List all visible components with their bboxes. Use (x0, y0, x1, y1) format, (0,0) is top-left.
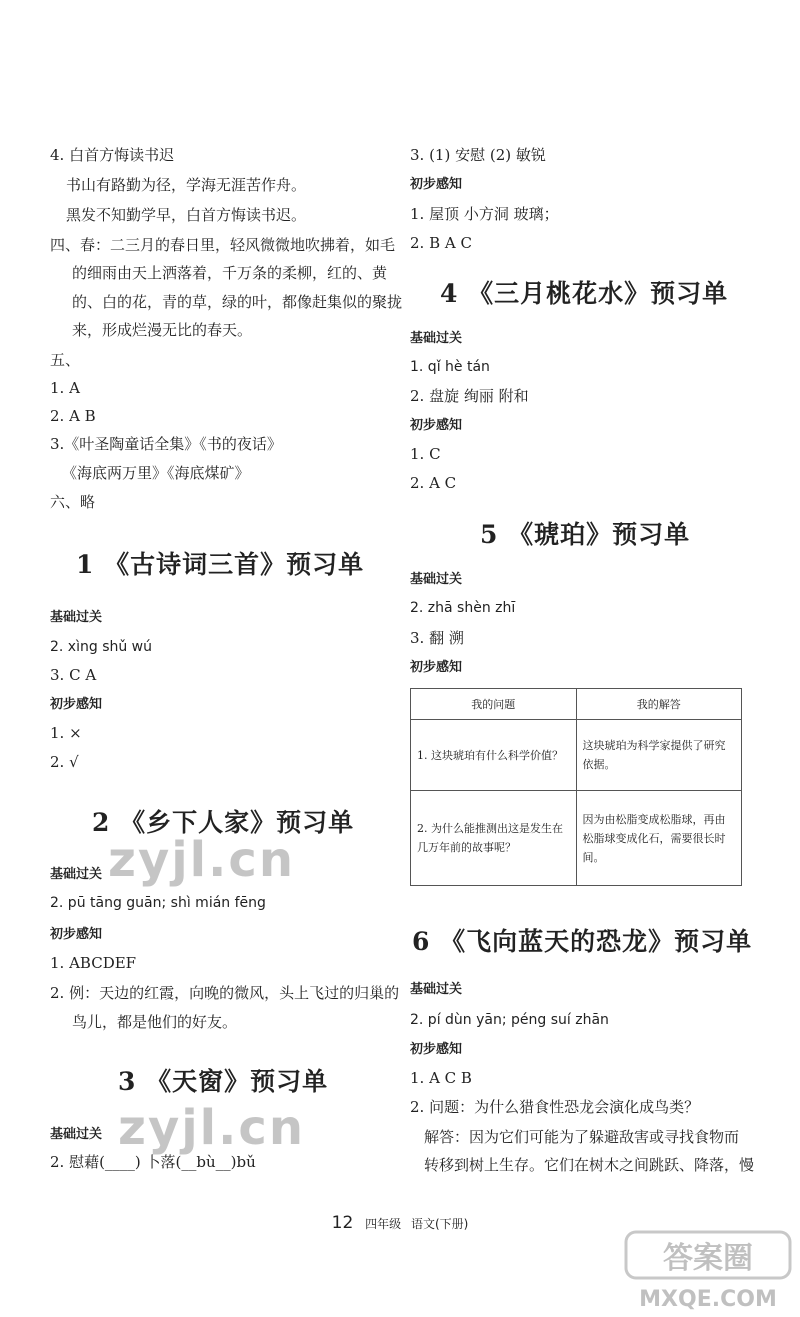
text-line: 4. 白首方悔读书迟 (50, 146, 175, 164)
text-line: 1. C (410, 445, 441, 463)
text-line: 1. 屋顶 小方洞 玻璃； (410, 205, 559, 223)
watermark: zyjl.cn (108, 832, 295, 888)
text-line: 3. 翻 溯 (410, 629, 464, 647)
text-line: 2. 例：天边的红霞，向晚的微风，头上飞过的归巢的 (50, 984, 400, 1002)
text-line: 2. A B (50, 407, 96, 425)
qa-table (410, 688, 742, 886)
text-line: 2. 问题：为什么猎食性恐龙会演化成鸟类？ (410, 1098, 700, 1116)
text-line: 的、白的花，青的草，绿的叶，都像赶集似的聚拢 (72, 293, 403, 311)
text-line: 2. A C (410, 474, 457, 492)
svg-text:答案圈: 答案圈 (663, 1241, 753, 1276)
text-line: 3.《叶圣陶童话全集》《书的夜话》 (50, 435, 282, 453)
section-heading: 2 《乡下人家》预习单 (92, 808, 355, 837)
text-line: 四、春：二三月的春日里，轻风微微地吹拂着，如毛 (50, 236, 396, 254)
table-header: 我的解答 (576, 689, 742, 720)
text-line: 转移到树上生存。它们在树木之间跳跃、降落，慢 (424, 1156, 755, 1174)
text-line: 2. 慰藉(____) 卜落(__bù__)bǔ (50, 1153, 256, 1171)
subheading: 基础过关 (410, 982, 463, 997)
text-line: 书山有路勤为径，学海无涯苦作舟。 (66, 176, 307, 194)
text-line: 1. qǐ hè tán (410, 359, 490, 375)
table-cell: 这块琥珀为科学家提供了研究依据。 (576, 720, 742, 791)
subheading: 基础过关 (50, 867, 103, 882)
section-heading: 3 《天窗》预习单 (118, 1067, 329, 1096)
text-line: 《海底两万里》《海底煤矿》 (62, 464, 250, 482)
table-cell: 1. 这块琥珀有什么科学价值？ (411, 720, 577, 791)
subheading: 初步感知 (410, 660, 463, 675)
subheading: 初步感知 (410, 418, 463, 433)
subheading: 初步感知 (50, 927, 103, 942)
text-line: 2. zhā shèn zhī (410, 600, 516, 616)
text-line: 2. xìng shǔ wú (50, 639, 153, 655)
subheading: 初步感知 (410, 1042, 463, 1057)
site-logo (622, 1228, 794, 1312)
section-heading: 1 《古诗词三首》预习单 (76, 550, 365, 579)
section-heading: 6 《飞向蓝天的恐龙》预习单 (412, 927, 753, 956)
table-header-row (411, 689, 742, 720)
grade-label: 四年级 (365, 1217, 402, 1231)
subheading: 基础过关 (410, 572, 463, 587)
table-header: 我的问题 (411, 689, 577, 720)
page-number: 12 (331, 1213, 354, 1233)
text-line: 黑发不知勤学早，白首方悔读书迟。 (66, 206, 307, 224)
subheading: 初步感知 (410, 177, 463, 192)
table-row (411, 791, 742, 886)
text-line: 2. B A C (410, 234, 472, 252)
text-line: 1. A (50, 379, 80, 397)
table-row (411, 720, 742, 791)
text-line: 2. √ (50, 753, 79, 771)
subheading: 初步感知 (50, 697, 103, 712)
text-line: 2. pū tāng guān; shì mián fēng (50, 895, 266, 911)
section-heading: 5 《琥珀》预习单 (480, 520, 691, 549)
text-line: 来，形成烂漫无比的春天。 (72, 321, 253, 339)
text-line: 1. × (50, 724, 82, 742)
table-cell: 2. 为什么能推测出这是发生在几万年前的故事呢？ (411, 791, 577, 886)
text-line: 六、略 (50, 493, 96, 511)
text-line: 解答：因为它们可能为了躲避敌害或寻找食物而 (424, 1128, 740, 1146)
subheading: 基础过关 (50, 610, 103, 625)
text-line: 五、 (50, 351, 81, 369)
text-line: 2. pí dùn yān; péng suí zhān (410, 1012, 609, 1028)
table-cell: 因为由松脂变成松脂球，再由松脂球变成化石，需要很长时间。 (576, 791, 742, 886)
text-line: 1. A C B (410, 1069, 472, 1087)
section-heading: 4 《三月桃花水》预习单 (440, 279, 729, 308)
subheading: 基础过关 (50, 1127, 103, 1142)
watermark: zyjl.cn (118, 1100, 305, 1156)
text-line: 鸟儿，都是他们的好友。 (72, 1013, 238, 1031)
text-line: 的细雨由天上洒落着，千万条的柔柳，红的、黄 (72, 264, 388, 282)
svg-text:MXQE.COM: MXQE.COM (639, 1287, 777, 1312)
subject-label: 语文(下册) (410, 1217, 469, 1231)
text-line: 3. (1) 安慰 (2) 敏锐 (410, 146, 546, 164)
subheading: 基础过关 (410, 331, 463, 346)
text-line: 2. 盘旋 绚丽 附和 (410, 387, 529, 405)
text-line: 3. C A (50, 666, 97, 684)
text-line: 1. ABCDEF (50, 954, 137, 972)
